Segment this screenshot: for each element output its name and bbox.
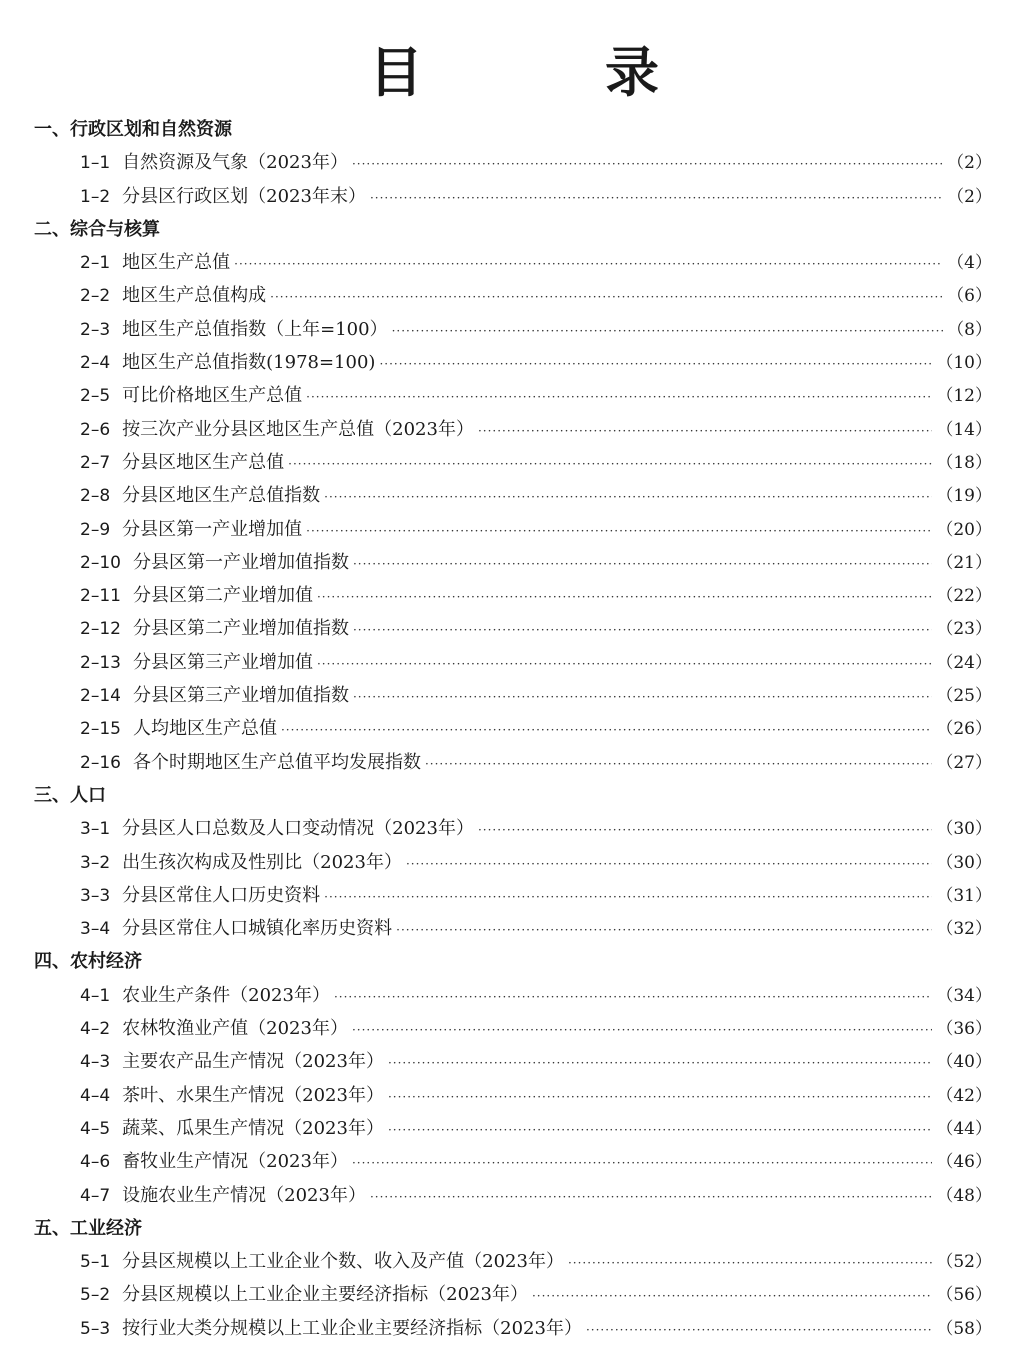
- entry-title: 分县区第一产业增加值指数: [132, 551, 349, 573]
- dot-leader: [370, 182, 943, 215]
- entry-page-number: （21）: [936, 552, 992, 573]
- entry-page-number: （48）: [936, 1185, 992, 1206]
- entry-number: 4–6: [80, 1152, 111, 1173]
- entry-page-number: （58）: [936, 1318, 992, 1339]
- entry-title: 蔬菜、瓜果生产情况（2023年）: [122, 1117, 384, 1139]
- entry-number: 2–5: [80, 386, 111, 407]
- toc-entry[interactable]: [80, 746, 992, 779]
- entry-number: 4–5: [80, 1118, 111, 1139]
- toc-entry[interactable]: [80, 679, 992, 712]
- toc-entry[interactable]: [80, 513, 992, 546]
- dot-leader: [388, 1047, 932, 1080]
- entry-title: 出生孩次构成及性别比（2023年）: [122, 851, 402, 873]
- entry-title: 设施农业生产情况（2023年）: [122, 1184, 366, 1206]
- toc-entry[interactable]: [80, 1145, 992, 1178]
- dot-leader: [353, 681, 932, 714]
- entry-number: 5–3: [80, 1318, 111, 1339]
- entry-number: 2–10: [80, 552, 121, 573]
- toc-entry[interactable]: [80, 1245, 992, 1278]
- dot-leader: [396, 914, 932, 947]
- entry-title: 分县区规模以上工业企业主要经济指标（2023年）: [122, 1284, 528, 1306]
- dot-leader: [388, 1114, 932, 1147]
- section-heading: 二、综合与核算: [34, 218, 160, 240]
- entry-title: 地区生产总值指数(1978=100): [122, 352, 376, 374]
- entry-title: 分县区人口总数及人口变动情况（2023年）: [122, 818, 474, 840]
- entry-number: 2–15: [80, 719, 121, 740]
- entry-title: 分县区第二产业增加值: [132, 585, 313, 607]
- entry-page-number: （25）: [936, 686, 992, 707]
- entry-title: 分县区第三产业增加值: [132, 651, 313, 673]
- entry-page-number: （44）: [936, 1118, 992, 1139]
- toc-entry[interactable]: [80, 180, 992, 213]
- entry-number: 2–4: [80, 353, 111, 374]
- dot-leader: [478, 814, 932, 847]
- entry-page-number: （30）: [936, 819, 992, 840]
- entry-title: 分县区规模以上工业企业个数、收入及产值（2023年）: [122, 1251, 564, 1273]
- entry-page-number: （46）: [936, 1152, 992, 1173]
- entry-page-number: （52）: [936, 1252, 992, 1273]
- dot-leader: [352, 1014, 932, 1047]
- entry-number: 1–1: [80, 153, 111, 174]
- entry-title: 茶叶、水果生产情况（2023年）: [122, 1084, 384, 1106]
- entry-title: 按三次产业分县区地区生产总值（2023年）: [122, 418, 474, 440]
- entry-title: 农林牧渔业产值（2023年）: [122, 1018, 348, 1040]
- dot-leader: [288, 448, 932, 481]
- section-heading: 四、农村经济: [34, 951, 142, 973]
- dot-leader: [324, 881, 932, 914]
- entry-number: 2–14: [80, 686, 121, 707]
- entry-page-number: （23）: [936, 619, 992, 640]
- entry-page-number: （6）: [947, 286, 992, 307]
- entry-page-number: （20）: [936, 519, 992, 540]
- entry-number: 2–9: [80, 519, 111, 540]
- entry-page-number: （2）: [947, 186, 992, 207]
- toc-entry[interactable]: [80, 612, 992, 645]
- entry-number: 2–2: [80, 286, 111, 307]
- dot-leader: [334, 981, 932, 1014]
- dot-leader: [317, 581, 932, 614]
- toc-entry[interactable]: [80, 479, 992, 512]
- dot-leader: [234, 248, 943, 281]
- entry-page-number: （40）: [936, 1052, 992, 1073]
- toc-entry[interactable]: [80, 1012, 992, 1045]
- dot-leader: [352, 1147, 932, 1180]
- entry-page-number: （42）: [936, 1085, 992, 1106]
- entry-number: 2–7: [80, 452, 111, 473]
- toc-entry[interactable]: [80, 346, 992, 379]
- dot-leader: [306, 515, 932, 548]
- entry-page-number: （31）: [936, 885, 992, 906]
- toc-entry[interactable]: [80, 1079, 992, 1112]
- toc-entry[interactable]: [80, 1278, 992, 1311]
- toc-entry[interactable]: [80, 712, 992, 745]
- dot-leader: [281, 714, 932, 747]
- dot-leader: [270, 281, 943, 314]
- entry-page-number: （24）: [936, 652, 992, 673]
- entry-page-number: （36）: [936, 1019, 992, 1040]
- entry-title: 畜牧业生产情况（2023年）: [122, 1151, 348, 1173]
- dot-leader: [392, 315, 944, 348]
- dot-leader: [317, 648, 932, 681]
- dot-leader: [532, 1280, 932, 1313]
- toc-entry[interactable]: [80, 912, 992, 945]
- toc-entry[interactable]: [80, 446, 992, 479]
- entry-page-number: （32）: [936, 919, 992, 940]
- dot-leader: [353, 548, 932, 581]
- dot-leader: [388, 1081, 932, 1114]
- entry-title: 地区生产总值构成: [122, 285, 267, 307]
- entry-number: 2–12: [80, 619, 121, 640]
- entry-title: 分县区地区生产总值指数: [122, 485, 321, 507]
- entry-title: 分县区第二产业增加值指数: [132, 618, 349, 640]
- toc-entry[interactable]: [80, 546, 992, 579]
- dot-leader: [568, 1247, 932, 1280]
- entry-page-number: （2）: [947, 153, 992, 174]
- entry-title: 按行业大类分规模以上工业企业主要经济指标（2023年）: [122, 1317, 582, 1339]
- entry-number: 1–2: [80, 186, 111, 207]
- dot-leader: [379, 348, 932, 381]
- toc-entry[interactable]: [80, 1112, 992, 1145]
- entry-page-number: （26）: [936, 719, 992, 740]
- entry-number: 2–8: [80, 486, 111, 507]
- toc-entry[interactable]: [80, 146, 992, 179]
- entry-title: 分县区第一产业增加值: [122, 518, 303, 540]
- toc-entry[interactable]: [80, 879, 992, 912]
- entry-number: 2–16: [80, 752, 121, 773]
- section-heading: 一、行政区划和自然资源: [34, 119, 232, 140]
- dot-leader: [353, 614, 932, 647]
- toc-entry[interactable]: [80, 379, 992, 412]
- dot-leader: [370, 1181, 932, 1214]
- entry-page-number: （8）: [947, 319, 992, 340]
- toc-entry[interactable]: [80, 246, 992, 279]
- entry-title: 分县区行政区划（2023年末）: [122, 185, 366, 207]
- toc-entry[interactable]: [80, 413, 992, 446]
- entry-number: 5–1: [80, 1252, 111, 1273]
- entry-title: 主要农产品生产情况（2023年）: [122, 1051, 384, 1073]
- entry-number: 4–1: [80, 985, 111, 1006]
- entry-title: 可比价格地区生产总值: [122, 385, 303, 407]
- entry-page-number: （22）: [936, 586, 992, 607]
- dot-leader: [324, 481, 932, 514]
- entry-title: 自然资源及气象（2023年）: [122, 152, 348, 174]
- entry-number: 2–3: [80, 319, 111, 340]
- dot-leader: [406, 848, 932, 881]
- toc-entry[interactable]: [80, 812, 992, 845]
- toc-entry[interactable]: [80, 1045, 992, 1078]
- toc-entry[interactable]: [80, 313, 992, 346]
- entry-number: 2–6: [80, 419, 111, 440]
- entry-title: 农业生产条件（2023年）: [122, 984, 330, 1006]
- entry-page-number: （30）: [936, 852, 992, 873]
- entry-number: 3–1: [80, 819, 111, 840]
- entry-title: 各个时期地区生产总值平均发展指数: [132, 751, 421, 773]
- page-title: 目 录: [369, 41, 723, 104]
- entry-number: 2–1: [80, 253, 111, 274]
- entry-page-number: （12）: [936, 386, 992, 407]
- dot-leader: [478, 415, 932, 448]
- entry-number: 3–2: [80, 852, 111, 873]
- toc-entry[interactable]: [80, 279, 992, 312]
- toc-entry[interactable]: [80, 1312, 992, 1345]
- section-heading: 三、人口: [34, 784, 106, 806]
- entry-title: 地区生产总值指数（上年=100）: [122, 318, 388, 340]
- entry-page-number: （14）: [936, 419, 992, 440]
- table-of-contents: [0, 113, 1028, 1345]
- entry-page-number: （34）: [936, 985, 992, 1006]
- entry-number: 2–11: [80, 586, 121, 607]
- entry-page-number: （4）: [947, 253, 992, 274]
- entry-number: 3–3: [80, 885, 111, 906]
- entry-number: 4–4: [80, 1085, 111, 1106]
- entry-title: 分县区常住人口城镇化率历史资料: [122, 918, 393, 940]
- section-heading: 五、工业经济: [34, 1217, 142, 1239]
- entry-title: 地区生产总值: [122, 252, 231, 274]
- entry-page-number: （10）: [936, 353, 992, 374]
- entry-page-number: （56）: [936, 1285, 992, 1306]
- dot-leader: [586, 1314, 932, 1347]
- entry-page-number: （19）: [936, 486, 992, 507]
- entry-title: 分县区第三产业增加值指数: [132, 685, 349, 707]
- dot-leader: [306, 381, 932, 414]
- toc-entry[interactable]: [80, 579, 992, 612]
- entry-title: 分县区地区生产总值: [122, 451, 285, 473]
- toc-entry[interactable]: [80, 1179, 992, 1212]
- toc-entry[interactable]: [80, 846, 992, 879]
- entry-title: 分县区常住人口历史资料: [122, 884, 321, 906]
- entry-title: 人均地区生产总值: [132, 718, 277, 740]
- entry-number: 5–2: [80, 1285, 111, 1306]
- entry-number: 3–4: [80, 919, 111, 940]
- entry-page-number: （18）: [936, 452, 992, 473]
- toc-entry[interactable]: [80, 646, 992, 679]
- entry-number: 4–7: [80, 1185, 111, 1206]
- entry-page-number: （27）: [936, 752, 992, 773]
- entry-number: 2–13: [80, 652, 121, 673]
- toc-entry[interactable]: [80, 979, 992, 1012]
- entry-number: 4–3: [80, 1052, 111, 1073]
- entry-number: 4–2: [80, 1019, 111, 1040]
- dot-leader: [425, 748, 932, 781]
- dot-leader: [352, 148, 943, 181]
